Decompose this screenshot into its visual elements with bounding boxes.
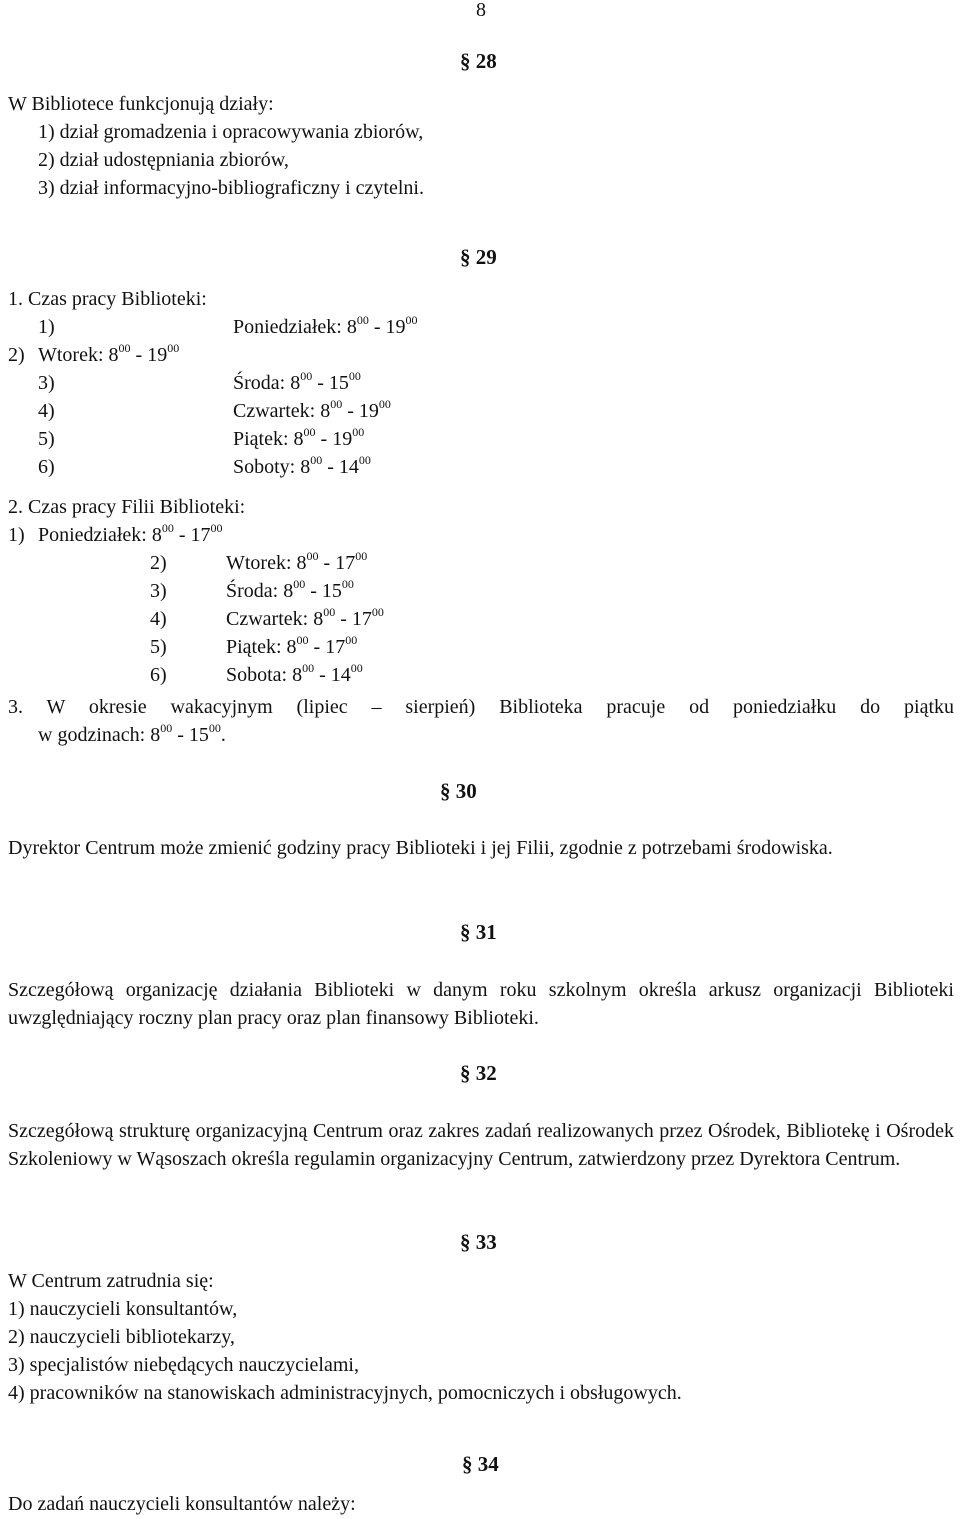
main-hours-3: Środa: $8^{00} - 15^{00}$ [233,369,361,394]
branch-hours-num-1: 1) [8,524,25,546]
main-hours-6: Soboty: $8^{00} - 14^{00}$ [233,453,371,478]
branch-hours-5: Piątek: $8^{00} - 17^{00}$ [226,633,358,658]
main-hours-num-5: 5) [38,428,55,450]
s33-item-2: 2) nauczycieli bibliotekarzy, [8,1326,235,1348]
branch-hours-num-6: 6) [150,664,167,686]
branch-hours-3: Środa: $8^{00} - 15^{00}$ [226,577,354,602]
s33-item-3: 3) specjalistów niebędących nauczycielami, [8,1354,359,1376]
s33-item-1: 1) nauczycieli konsultantów, [8,1298,238,1320]
section-heading-28: § 28 [460,49,497,73]
s28-item-3: 3) dział informacyjno-bibliograficzny i czytelni. [38,177,424,199]
branch-hours-num-5: 5) [150,636,167,658]
s33-intro: W Centrum zatrudnia się: [8,1270,214,1292]
section-heading-30: § 30 [440,779,477,803]
branch-hours-num-2: 2) [150,552,167,574]
main-hours-num-6: 6) [38,456,55,478]
main-hours-num-4: 4) [38,400,55,422]
branch-hours-4: Czwartek: $8^{00} - 17^{00}$ [226,605,384,630]
s29-p2-title: 2. Czas pracy Filii Biblioteki: [8,496,246,518]
main-hours-1: Poniedziałek: $8^{00} - 19^{00}$ [233,313,418,338]
branch-hours-num-3: 3) [150,580,167,602]
s28-item-2: 2) dział udostępniania zbiorów, [38,149,289,171]
s29-p1-title: 1. Czas pracy Biblioteki: [8,288,207,310]
main-hours-num-3: 3) [38,372,55,394]
main-hours-2: Wtorek: $8^{00} - 19^{00}$ [38,341,180,366]
section-heading-32: § 32 [460,1061,497,1085]
page-number: 8 [476,0,486,21]
main-hours-4: Czwartek: $8^{00} - 19^{00}$ [233,397,391,422]
branch-hours-6: Sobota: $8^{00} - 14^{00}$ [226,661,363,686]
s29-p3-line2: w godzinach: $8^{00} - 15^{00}$. [38,721,226,746]
section-heading-29: § 29 [460,245,497,269]
main-hours-num-1: 1) [38,316,55,338]
s31-text: Szczegółową organizację działania Biblioteki w danym roku szkolnym określa arkusz organizacji Biblioteki uwzględniający roczny plan pracy oraz plan finansowy Biblioteki. [8,979,954,1029]
section-heading-34: § 34 [462,1452,499,1476]
s34-intro: Do zadań nauczycieli konsultantów należy: [8,1493,356,1515]
main-hours-num-2: 2) [8,344,25,366]
s32-text: Szczegółową strukturę organizacyjną Centrum oraz zakres zadań realizowanych przez Ośrodek, Bibliotekę i Ośrodek Szkoleniowy w Wąsoszach określa regulamin organizacyjny Centrum, zatwierdzony przez Dyrektora Centrum. [8,1120,954,1170]
branch-hours-2: Wtorek: $8^{00} - 17^{00}$ [226,549,368,574]
section-heading-31: § 31 [460,920,497,944]
branch-hours-1: Poniedziałek: $8^{00} - 17^{00}$ [38,521,223,546]
s29-p3-line1: 3. W okresie wakacyjnym (lipiec – sierpień) Biblioteka pracuje od poniedziałku do piątku [8,696,954,718]
s28-item-1: 1) dział gromadzenia i opracowywania zbiorów, [38,121,424,143]
main-hours-5: Piątek: $8^{00} - 19^{00}$ [233,425,365,450]
s33-item-4: 4) pracowników na stanowiskach administracyjnych, pomocniczych i obsługowych. [8,1382,682,1404]
branch-hours-num-4: 4) [150,608,167,630]
section-heading-33: § 33 [460,1230,497,1254]
s28-intro: W Bibliotece funkcjonują działy: [8,93,274,115]
s30-text: Dyrektor Centrum może zmienić godziny pracy Biblioteki i jej Filii, zgodnie z potrzebami środowiska. [8,837,833,859]
